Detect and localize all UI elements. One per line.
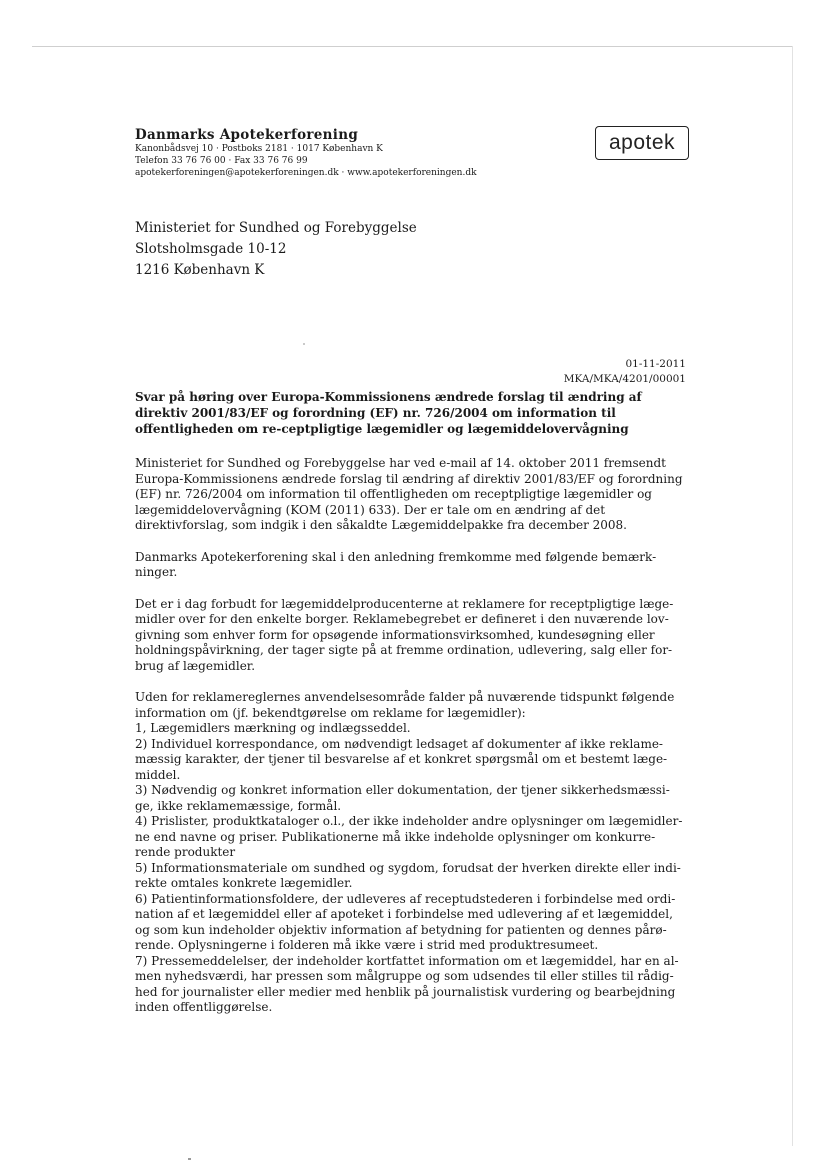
organization-address: Kanonbådsvej 10 · Postboks 2181 · 1017 København K [135,144,383,154]
scan-speck [303,343,305,345]
list-item: 4) Prislister, produktkataloger o.l., der ikke indeholder andre oplysninger om lægemidler-ne end navne og priser. Publikationerne må ikke indeholde oplysninger om konkurre-rende produkter [135,814,683,859]
list-item: 2) Individuel korrespondance, om nødvendigt ledsaget af dokumenter af ikke reklame-mæssig karakter, der tjener til besvarelse af et konkret spørgsmål om et bestemt læge-middel. [135,736,668,782]
letterhead [135,127,555,179]
scan-top-rule [32,46,792,47]
letter-date: 01-11-2011 [625,358,686,370]
scan-right-edge [792,46,793,1146]
list-item: 7) Pressemeddelelser, der indeholder kortfattet information om et lægemiddel, har en al-men nyhedsværdi, har pressen som målgruppe og som udsendes til eller stilles til rådig-hed for journalister eller medier med henblik på journalistisk vurdering og bearbejdning inden offentliggørelse. [135,953,679,1014]
body-paragraph: Det er i dag forbudt for lægemiddelproducenterne at reklamere for receptpligtige læge-midler over for den enkelte borger. Reklamebegrebet er defineret i den nuværende lov-givning som enhver form for opsøgende informationsvirksomhed, kundesøgning eller holdningspåvirkning, der tager sigte på at fremme ordination, udlevering, salg eller for-brug af lægemidler. [135,596,674,673]
letter-meta [564,357,686,387]
list-item: 1, Lægemidlers mærkning og indlægsseddel. [135,721,411,735]
body-paragraph: Danmarks Apotekerforening skal i den anledning fremkomme med følgende bemærk-ninger. [135,549,657,579]
organization-contact: apotekerforeningen@apotekerforeningen.dk · www.apotekerforeningen.dk [135,168,477,178]
organization-phone: Telefon 33 76 76 00 · Fax 33 76 76 99 [135,156,308,166]
scan-speck [188,1158,191,1160]
letter-subject: Svar på høring over Europa-Kommissionens ændrede forslag til ændring af direktiv 2001/83/EF og forordning (EF) nr. 726/2004 om information til offentligheden om re-ceptpligtige lægemidler og lægemiddelovervågning [135,390,642,436]
logo-text: apotek [608,131,676,154]
letter-body [135,456,687,1016]
recipient-street: Slotsholmsgade 10-12 [135,241,287,257]
list-intro: Uden for reklamereglernes anvendelsesområde falder på nuværende tidspunkt følgende information om (jf. bekendtgørelse om reklame for lægemidler): [135,690,675,720]
recipient-address [135,218,417,281]
letter-reference: MKA/MKA/4201/00001 [563,373,686,385]
list-item: 5) Informationsmateriale om sundhed og sygdom, forudsat der hverken direkte eller indi-rekte omtales konkrete lægemidler. [135,860,681,890]
organization-name: Danmarks Apotekerforening [135,127,359,143]
recipient-name: Ministeriet for Sundhed og Forebyggelse [135,220,417,236]
body-paragraph: Ministeriet for Sundhed og Forebyggelse har ved e-mail af 14. oktober 2011 fremsendt Europa-Kommissionens ændrede forslag til ændring af direktiv 2001/83/EF og forordning (EF) nr. 726/2004 om information til offentligheden om receptpligtige lægemidler og lægemiddelovervågning (KOM (2011) 633). Der er tale om en ændring af det direktivforslag, som indgik i den såkaldte Lægemiddelpakke fra december 2008. [135,456,683,532]
apotek-logo [595,126,689,160]
list-item: 6) Patientinformationsfoldere, der udleveres af receptudstederen i forbindelse med ordi-nation af et lægemiddel eller af apoteket i forbindelse med udlevering af et lægemiddel, og som kun indeholder objektiv information af betydning for patienten og dennes pårø-rende. Oplysningerne i folderen må ikke være i strid med produktresumeet. [135,891,676,952]
recipient-city: 1216 København K [135,262,265,278]
list-item: 3) Nødvendig og konkret information eller dokumentation, der tjener sikkerhedsmæssi-ge, ikke reklamemæssige, formål. [135,783,670,813]
